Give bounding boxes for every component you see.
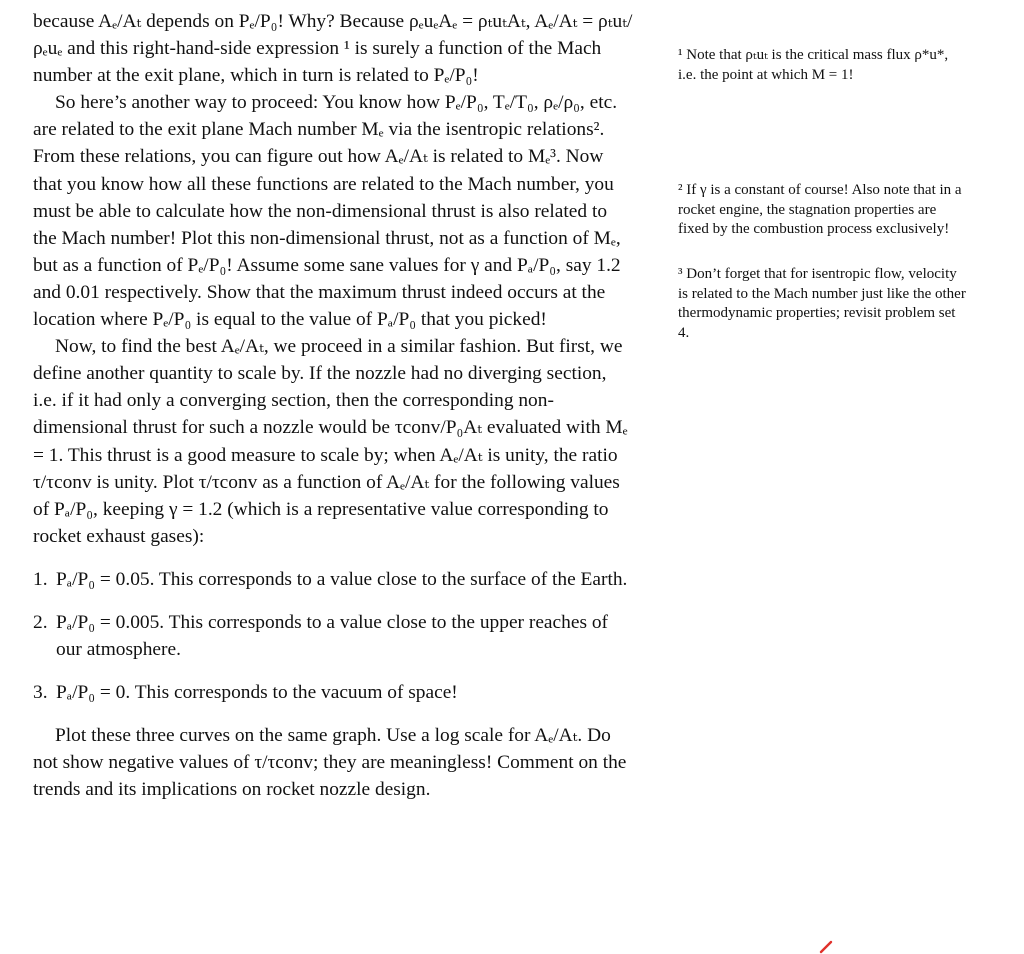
- pressure-ratio-list: [33, 566, 633, 706]
- list-item: [33, 679, 633, 706]
- list-item-number: 3.: [33, 682, 48, 704]
- main-text-column: [33, 8, 633, 804]
- list-item: [33, 609, 633, 663]
- sidenote-2-text: ² If γ is a constant of course! Also note that in a rocket engine, the stagnation properties are fixed by the combustion process exclusively!: [678, 182, 962, 238]
- red-pen-mark-icon: [818, 940, 834, 954]
- list-item-number: 1.: [33, 568, 48, 590]
- sidenote-2: [678, 181, 968, 240]
- sidenote-3-text: ³ Don’t forget that for isentropic flow, velocity is related to the Mach number just like the other thermodynamic properties; revisit problem set 4.: [678, 266, 966, 341]
- sidenote-3: [678, 265, 968, 343]
- paragraph-1: because Aₑ/Aₜ depends on Pₑ/P₀! Why? Because ρₑuₑAₑ = ρₜuₜAₜ, Aₑ/Aₜ = ρₜuₜ/ρₑuₑ and this right-hand-side expression ¹ is surely a function of the Mach number at the exit plane, which in turn is related to Pₑ/P₀!: [33, 11, 633, 87]
- paragraph-3: Now, to find the best Aₑ/Aₜ, we proceed in a similar fashion. But first, we define another quantity to scale by. If the nozzle had no diverging section, i.e. if it had only a converging section, then the corresponding non-dimensional thrust for such a nozzle would be τconv/P₀Aₜ evaluated with Mₑ = 1. This thrust is a good measure to scale by; when Aₑ/Aₜ is unity, the ratio τ/τconv is unity. Plot τ/τconv as a function of Aₑ/Aₜ for the following values of Pₐ/P₀, keeping γ = 1.2 (which is a representative value corresponding to rocket exhaust gases):: [33, 336, 628, 547]
- list-item-number: 2.: [33, 611, 48, 633]
- list-item-text: Pₐ/P₀ = 0.005. This corresponds to a value close to the upper reaches of our atmosphere.: [56, 611, 608, 661]
- list-item: [33, 566, 633, 593]
- paragraph-2: So here’s another way to proceed: You know how Pₑ/P₀, Tₑ/T₀, ρₑ/ρ₀, etc. are related to the exit plane Mach number Mₑ via the isentropic relations². From these relations, you can figure out how Aₑ/Aₜ is related to Mₑ³. Now that you know how all these functions are related to the Mach number, you must be able to calculate how the non-dimensional thrust is also related to the Mach number! Plot this non-dimensional thrust, not as a function of Mₑ, but as a function of Pₑ/P₀! Assume some sane values for γ and Pₐ/P₀, say 1.2 and 0.01 respectively. Show that the maximum thrust indeed occurs at the location where Pₑ/P₀ is equal to the value of Pₐ/P₀ that you picked!: [33, 92, 621, 331]
- closing-paragraph: Plot these three curves on the same graph. Use a log scale for Aₑ/Aₜ. Do not show negative values of τ/τconv; they are meaningless! Comment on the trends and its implications on rocket nozzle design.: [33, 725, 627, 801]
- sidenote-1: [678, 46, 968, 85]
- list-item-text: Pₐ/P₀ = 0.05. This corresponds to a value close to the surface of the Earth.: [56, 568, 628, 590]
- list-item-text: Pₐ/P₀ = 0. This corresponds to the vacuum of space!: [56, 682, 458, 704]
- sidenote-1-text: ¹ Note that ρₜuₜ is the critical mass flux ρ*u*, i.e. the point at which M = 1!: [678, 47, 949, 83]
